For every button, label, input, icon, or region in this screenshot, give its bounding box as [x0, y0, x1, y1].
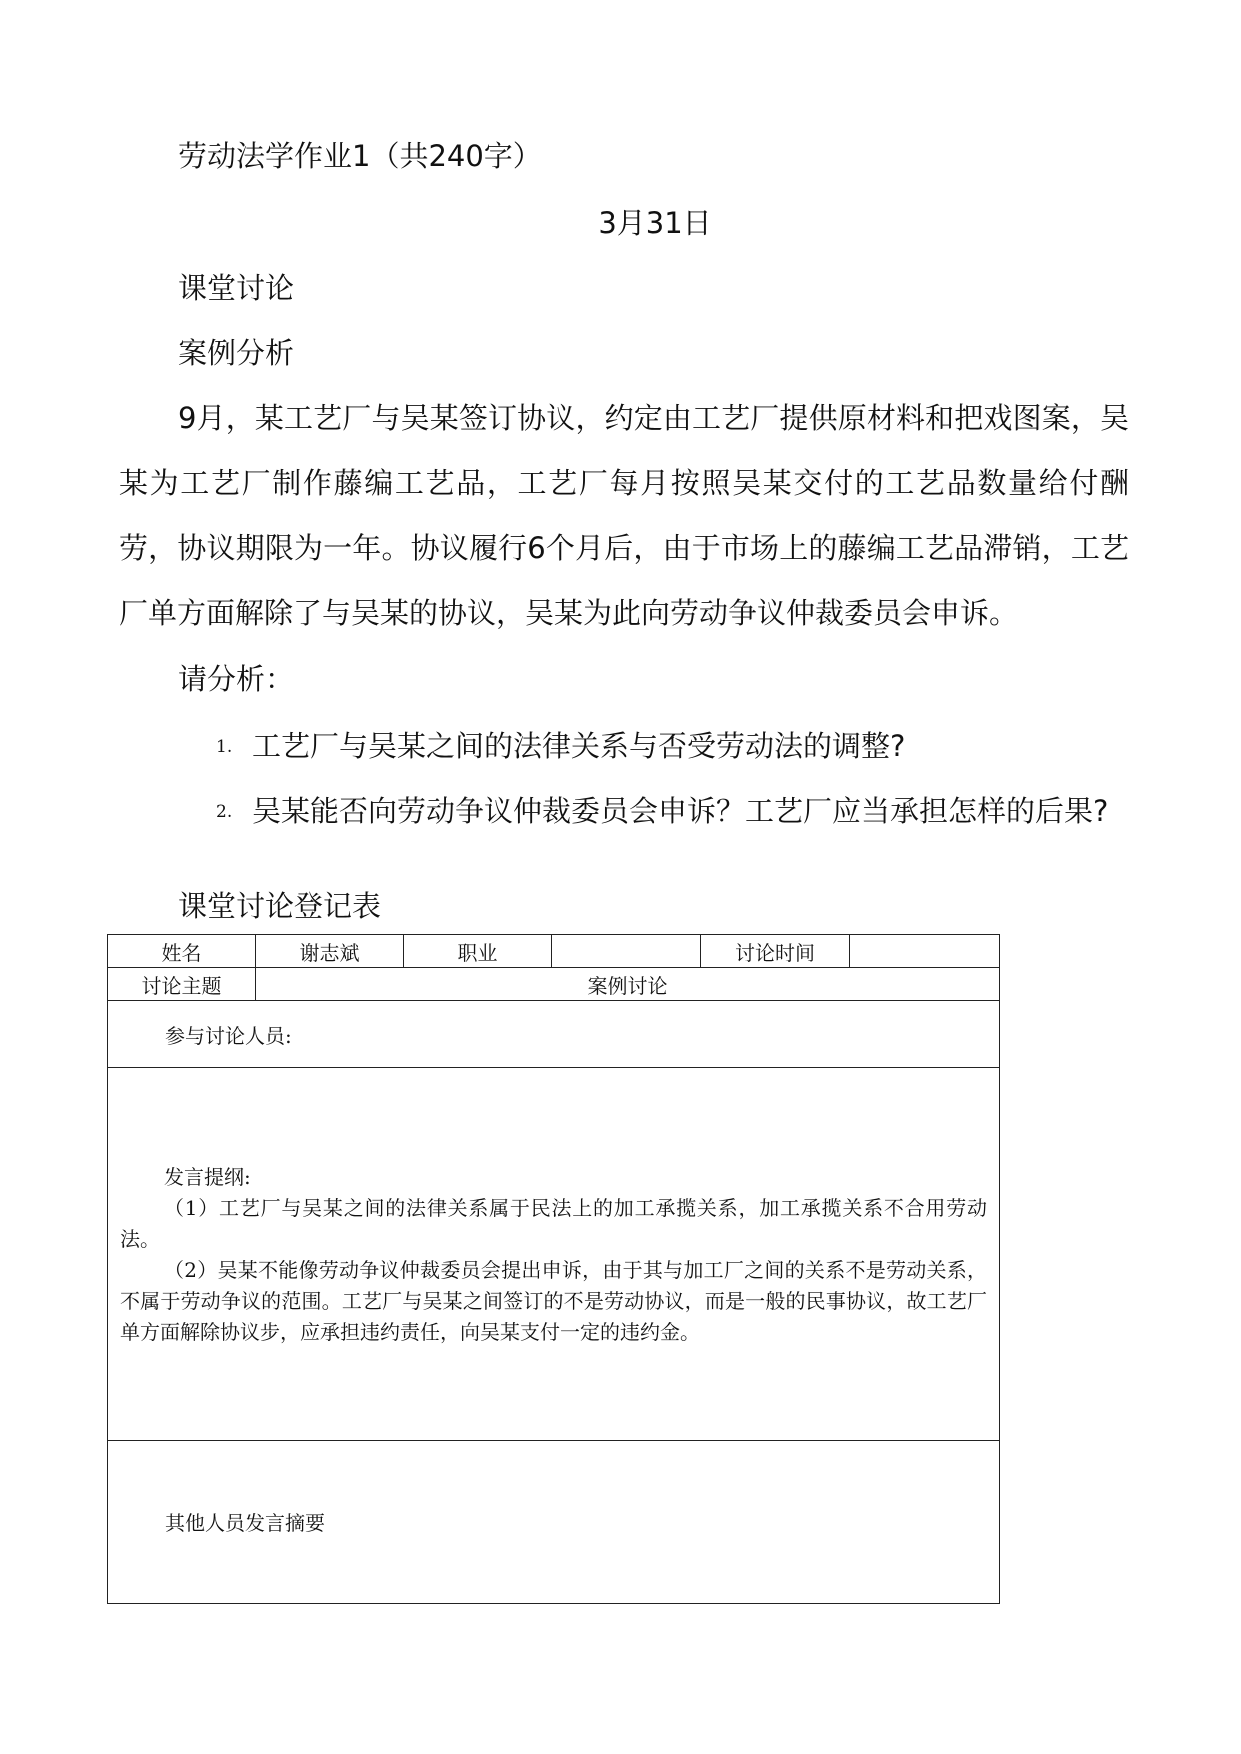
table-row [108, 935, 1000, 968]
outline-point-2: （2）吴某不能像劳动争议仲裁委员会提出申诉，由于其与加工厂之间的关系不是劳动关系，不属于劳动争议的范围。工艺厂与吴某之间签订的不是劳动协议，而是一般的民事协议，故工艺厂单方面解除协议步，应承担违约责任，向吴某支付一定的违约金。 [120, 1258, 987, 1344]
name-value: 谢志斌 [256, 935, 404, 968]
job-value [552, 935, 701, 968]
table-row [108, 968, 1000, 1001]
time-value [850, 935, 1000, 968]
case-paragraph: 9月，某工艺厂与吴某签订协议，约定由工艺厂提供原材料和把戏图案，吴某为工艺厂制作藤编工艺品，工艺厂每月按照吴某交付的工艺品数量给付酬劳，协议期限为一年。协议履行6个月后，由于市场上的藤编工艺品滞销，工艺厂单方面解除了与吴某的协议，吴某为此向劳动争议仲裁委员会申诉。 [119, 401, 1129, 630]
question-number: 2. [216, 802, 233, 822]
others-summary-label: 其他人员发言摘要 [165, 1510, 325, 1535]
topic-label: 讨论主题 [108, 968, 256, 1001]
question-text: 工艺厂与吴某之间的法律关系与否受劳动法的调整? [252, 729, 906, 763]
heading-case-analysis: 案例分析 [178, 336, 295, 370]
table-row [108, 1001, 1000, 1068]
registration-table [107, 934, 1000, 1604]
outline-label: 发言提纲: [164, 1165, 251, 1189]
analysis-prompt: 请分析： [178, 662, 295, 696]
outline-point-1: （1）工艺厂与吴某之间的法律关系属于民法上的加工承揽关系，加工承揽关系不合用劳动法。 [120, 1196, 987, 1251]
question-item [216, 726, 905, 767]
job-label: 职业 [404, 935, 552, 968]
document-title: 劳动法学作业1（共240字） [178, 139, 542, 173]
participants-label: 参与讨论人员: [165, 1023, 292, 1048]
topic-value: 案例讨论 [256, 968, 1000, 1001]
participants-cell [108, 1001, 1000, 1068]
question-item [216, 791, 1108, 832]
outline-cell [108, 1068, 1000, 1441]
document-date: 3月31日 [598, 206, 712, 240]
others-summary-cell [108, 1441, 1000, 1604]
question-number: 1. [216, 737, 233, 757]
question-text: 吴某能否向劳动争议仲裁委员会申诉？工艺厂应当承担怎样的后果? [252, 794, 1109, 828]
time-label: 讨论时间 [701, 935, 850, 968]
name-label: 姓名 [108, 935, 256, 968]
table-row [108, 1441, 1000, 1604]
table-row [108, 1068, 1000, 1441]
heading-class-discussion: 课堂讨论 [178, 271, 295, 305]
registration-table-title: 课堂讨论登记表 [178, 889, 382, 923]
